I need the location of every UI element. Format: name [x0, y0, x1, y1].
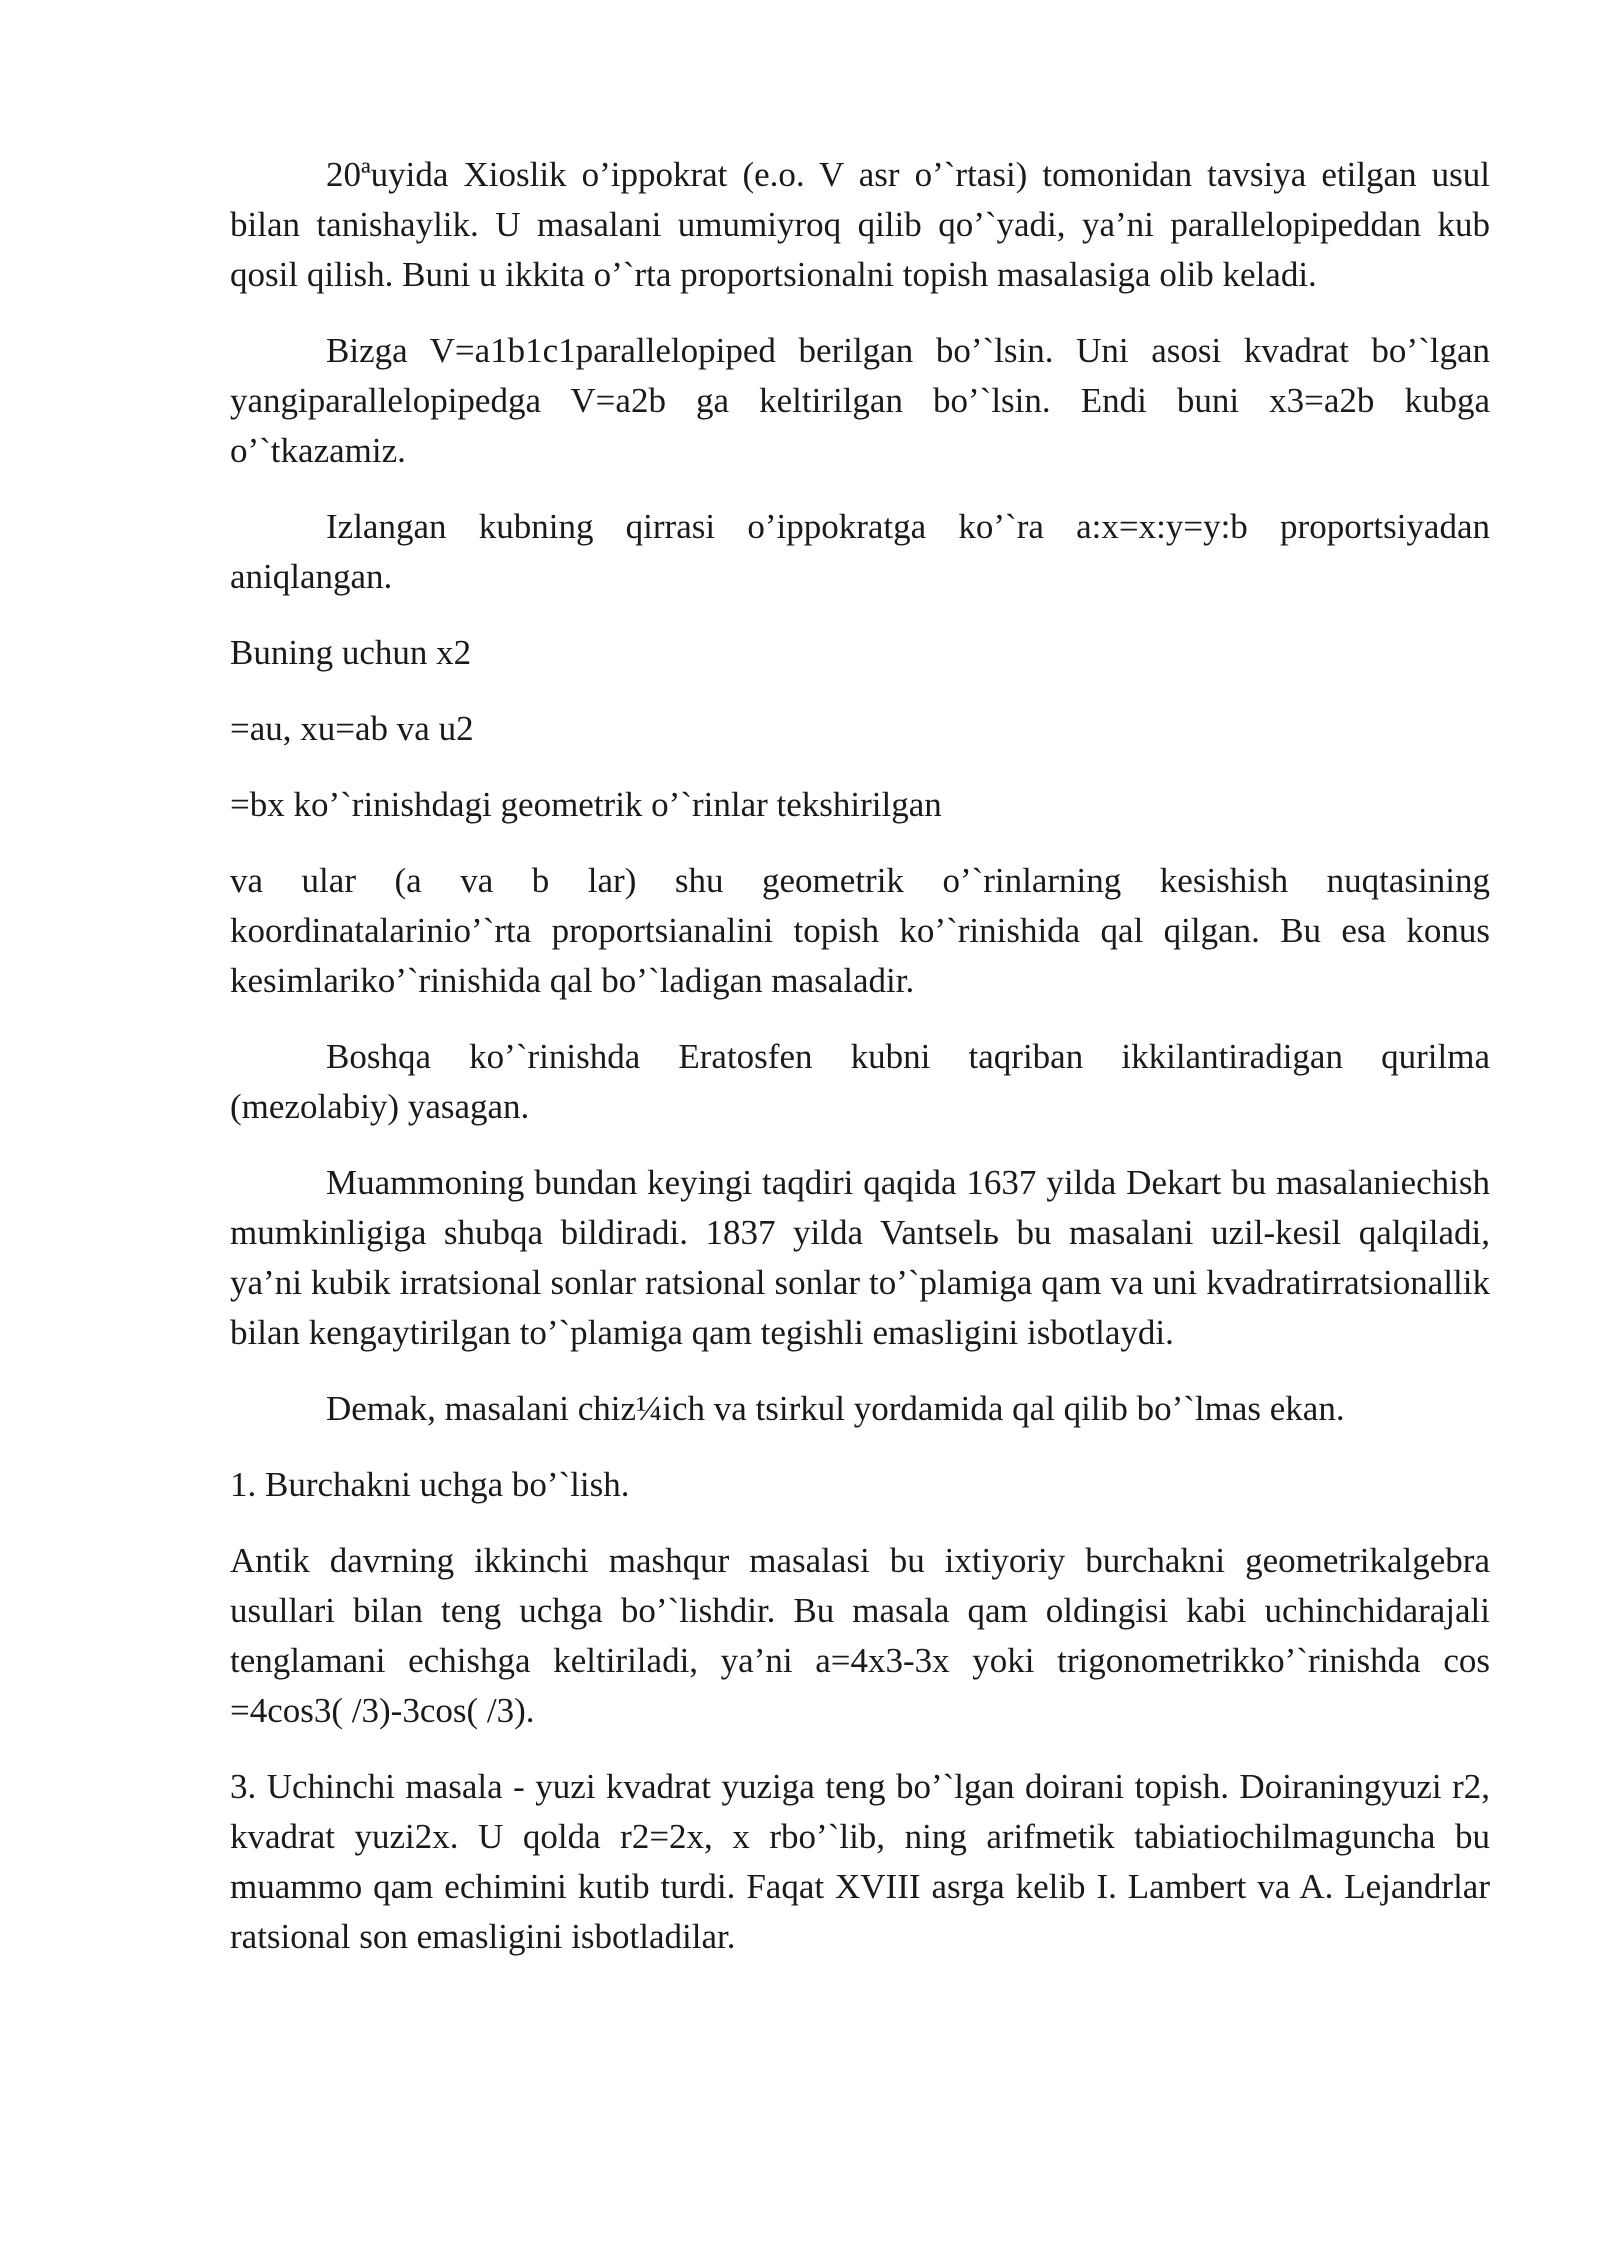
paragraph-8: Boshqa ko’`rinishda Eratosfen kubni taqriban ikkilantiradigan qurilma (mezolabiy) yasagan. [230, 1037, 1490, 1126]
paragraph-6: =bx ko’`rinishdagi geometrik o’`rinlar tekshirilgan [230, 785, 942, 824]
paragraph-10: Demak, masalani chiz¼ich va tsirkul yordamida qal qilib bo’`lmas ekan. [326, 1389, 1345, 1428]
paragraph-7: va ular (a va b lar) shu geometrik o’`rinlarning kesishish nuqtasining koordinatalarinio’`rta proportsianalini topish ko’`rinishida qal qilgan. Bu esa konus kesimlariko’`rinishida qal bo’`ladigan masaladir. [230, 861, 1490, 1000]
paragraph-5: =au, xu=ab va u2 [230, 709, 474, 748]
paragraph-9: Muammoning bundan keyingi taqdiri qaqida 1637 yilda Dekart bu masalaniechish mumkinligiga shubqa bildiradi. 1837 yilda Vantselь bu masalani uzil-kesil qalqiladi, ya’ni kubik irratsional sonlar ratsional sonlar to’`plamiga qam va uni kvadratirratsionallik bilan kengaytirilgan to’`plamiga qam tegishli emasligini isbotlaydi. [230, 1163, 1490, 1352]
paragraph-3: Izlangan kubning qirrasi o’ippokratga ko’`ra a:x=x:y=y:b proportsiyadan aniqlangan. [230, 507, 1490, 596]
paragraph-13: 3. Uchinchi masala - yuzi kvadrat yuziga teng bo’`lgan doirani topish. Doiraningyuzi r2, kvadrat yuzi2x. U qolda r2=2x, x rbo’`lib, ning arifmetik tabiatiochilmaguncha bu muammo qam echimini kutib turdi. Faqat XVIII asrga kelib I. Lambert va A. Lejandrlar ratsional son emasligini isbotladilar. [230, 1767, 1490, 1956]
paragraph-2: Bizga V=a1b1c1parallelopiped berilgan bo’`lsin. Uni asosi kvadrat bo’`lgan yangiparallelopipedga V=a2b ga keltirilgan bo’`lsin. Endi buni x3=a2b kubga o’`tkazamiz. [230, 331, 1490, 470]
paragraph-1: 20ªuyida Xioslik o’ippokrat (e.o. V asr o’`rtasi) tomonidan tavsiya etilgan usul bilan tanishaylik. U masalani umumiyroq qilib qo’`yadi, ya’ni parallelopipeddan kub qosil qilish. Buni u ikkita o’`rta proportsionalni topish masalasiga olib keladi. [230, 155, 1490, 294]
paragraph-12: Antik davrning ikkinchi mashqur masalasi bu ixtiyoriy burchakni geometrikalgebra usullari bilan teng uchga bo’`lishdir. Bu masala qam oldingisi kabi uchinchidarajali tenglamani echishga keltiriladi, ya’ni a=4x3-3x yoki trigonometrikko’`rinishda cos =4cos3( /3)-3cos( /3). [230, 1541, 1490, 1730]
paragraph-4: Buning uchun x2 [230, 633, 472, 672]
section-heading-1: 1. Burchakni uchga bo’`lish. [230, 1465, 630, 1504]
document-body [230, 150, 1490, 1988]
